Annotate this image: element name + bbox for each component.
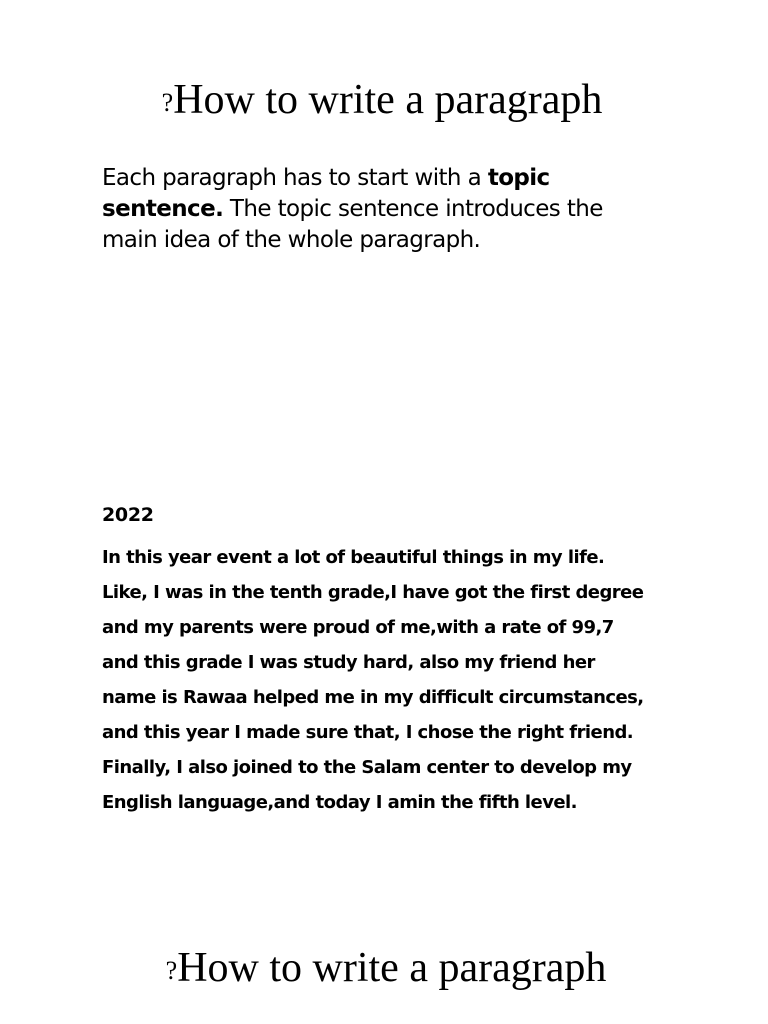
title-text: How to write a paragraph (177, 945, 607, 991)
question-mark: ? (161, 88, 174, 117)
year-heading: 2022 (102, 504, 154, 526)
story-line: Finally, I also joined to the Salam center to develop my (102, 757, 632, 778)
story-paragraph (102, 540, 682, 820)
slide-title (0, 76, 766, 127)
slide-title-bottom (2, 944, 768, 995)
intro-bold-term: topic sentence. (102, 165, 550, 222)
story-line: name is Rawaa helped me in my difficult circumstances, (102, 687, 644, 708)
story-line: and my parents were proud of me,with a rate of 99,7 (102, 617, 614, 638)
intro-paragraph (102, 163, 662, 256)
title-text: How to write a paragraph (173, 77, 603, 123)
question-mark: ? (165, 956, 178, 985)
story-line: Like, I was in the tenth grade,I have got the first degree (102, 582, 644, 603)
story-line: and this year I made sure that, I chose the right friend. (102, 722, 634, 743)
story-line: English language,and today I amin the fifth level. (102, 792, 577, 813)
story-line: and this grade I was study hard, also my friend her (102, 652, 595, 673)
intro-text-end: The topic sentence introduces the main idea of the whole paragraph. (102, 196, 603, 253)
story-line: In this year event a lot of beautiful things in my life. (102, 547, 605, 568)
intro-text-start: Each paragraph has to start with a (102, 165, 488, 191)
